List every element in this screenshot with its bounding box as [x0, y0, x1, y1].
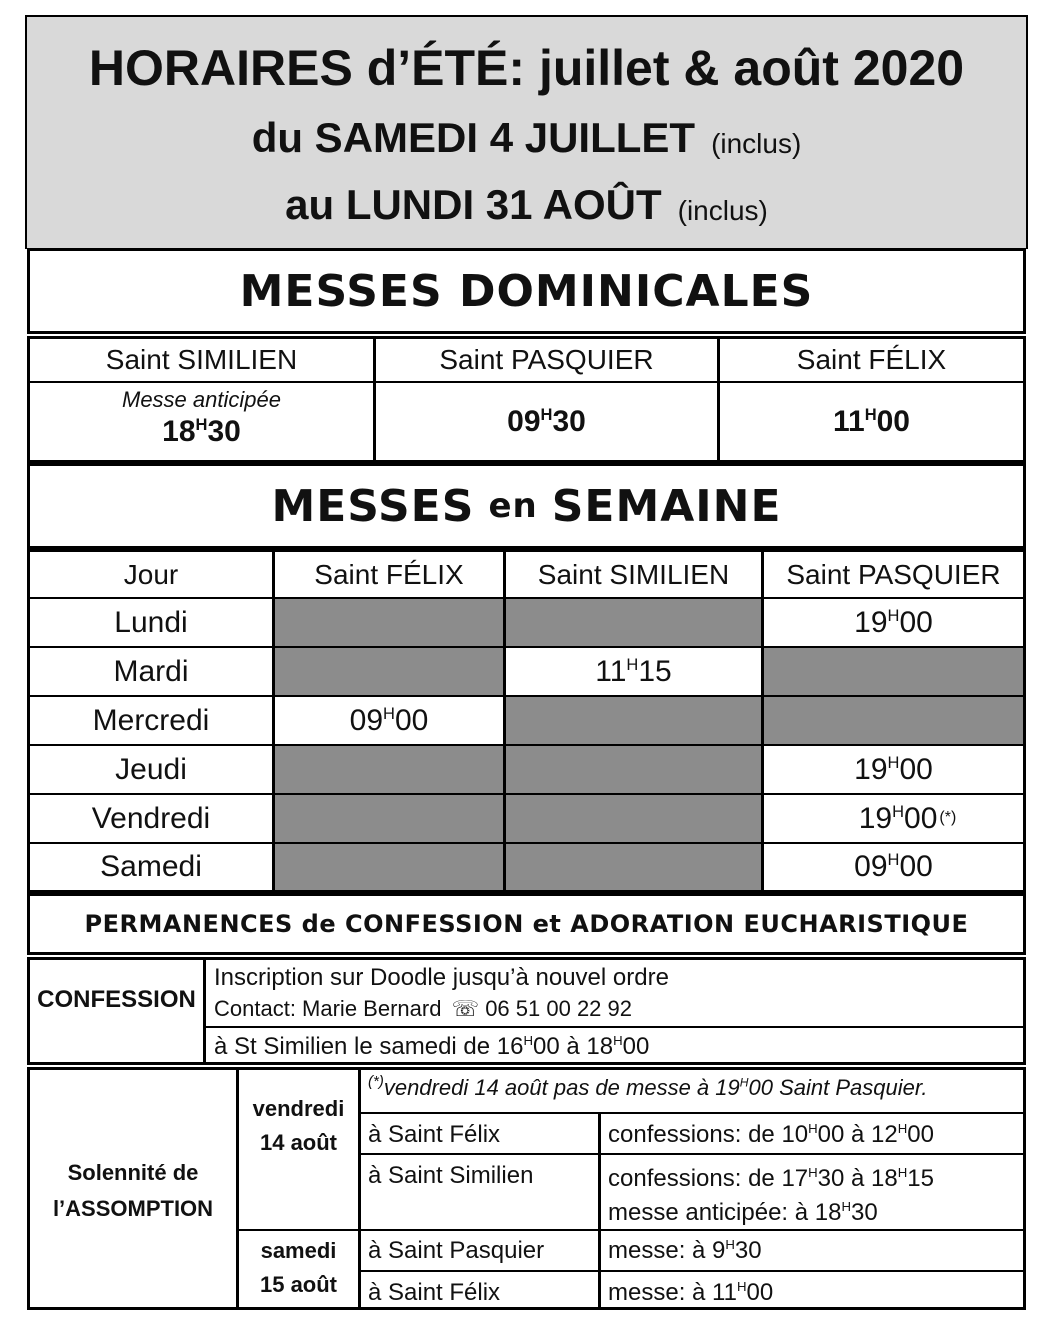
grey-lundi-similien	[506, 599, 764, 648]
grey-mercredi-pasquier	[764, 697, 1023, 746]
time-vendredi-pasquier: $19^H00$ (*)	[858, 801, 957, 835]
confession-label: CONFESSION	[37, 986, 196, 1013]
messe-anticipee-note: Messe anticipée	[122, 387, 281, 412]
week-title-c: SEMAINE	[551, 480, 782, 532]
date-from-note: (inclus)	[711, 128, 802, 159]
church-label: Saint FÉLIX	[796, 344, 947, 375]
sunday-pasquier-time: $09^H30$	[507, 404, 586, 438]
sunday-title	[27, 248, 1026, 334]
day-vendredi: Vendredi	[91, 801, 211, 835]
assomption-label: Solennité de l’ASSOMPTION	[52, 1160, 214, 1221]
day-vendredi-14: vendredi 14 août	[252, 1096, 345, 1155]
footnote-mark: (*)	[939, 808, 957, 826]
assomption-note: (*)vendredi 14 août pas de messe à $19^H00$ Saint Pasquier.	[368, 1073, 928, 1100]
sunday-title-text: MESSES DOMINICALES	[239, 265, 814, 317]
confession-similien: à St Similien le samedi de $16^H00$ à $18^H00$	[214, 1033, 650, 1060]
confession-contact: Contact: Marie Bernard ☏ 06 51 00 22 92	[214, 996, 632, 1021]
grey-jeudi-felix	[275, 746, 506, 795]
assomption-place-1: à Saint Félix	[368, 1121, 501, 1148]
church-label: Saint SIMILIEN	[105, 344, 298, 375]
sunday-felix-time: $11^H00$	[832, 404, 910, 438]
sunday-church-felix	[720, 339, 1023, 381]
week-title	[27, 463, 1026, 549]
header-date-to	[27, 179, 1026, 231]
header-title	[27, 39, 1026, 97]
sunday-church-similien	[30, 339, 373, 381]
day-mardi: Mardi	[113, 654, 189, 688]
day-samedi-15: samedi 15 août	[259, 1238, 338, 1297]
assomption-detail-4: messe: à $11^H00$	[608, 1279, 774, 1306]
date-from-text: du SAMEDI 4 JUILLET	[251, 114, 696, 161]
grey-lundi-felix	[275, 599, 506, 648]
date-to-text: au LUNDI 31 AOÛT	[285, 181, 662, 228]
phone-icon: ☏	[451, 996, 480, 1021]
time-mercredi-felix: $09^H00$	[349, 703, 429, 737]
confession-doodle: Inscription sur Doodle jusqu’à nouvel ordre	[214, 964, 669, 991]
week-title-b: en	[488, 486, 538, 526]
grey-vendredi-similien	[506, 795, 764, 844]
assomption-place-3: à Saint Pasquier	[368, 1237, 545, 1264]
confession-box	[27, 957, 1026, 1065]
week-header-similien: Saint SIMILIEN	[537, 558, 730, 590]
header-title-text: HORAIRES d’ÉTÉ: juillet & août 2020	[88, 40, 965, 96]
week-header-jour: Jour	[123, 558, 179, 590]
grey-mardi-pasquier	[764, 648, 1023, 697]
note-mark: (*)	[368, 1073, 384, 1090]
assomption-place-4: à Saint Félix	[368, 1279, 501, 1306]
day-samedi: Samedi	[100, 850, 202, 883]
grey-samedi-similien	[506, 844, 764, 890]
grey-mercredi-similien	[506, 697, 764, 746]
week-table	[27, 549, 1026, 893]
assomption-detail-3: messe: à $9^H30$	[608, 1237, 762, 1264]
header-date-from	[27, 112, 1026, 164]
assomption-detail-2: confessions: de $17^H30$ à $18^H15$ messe anticipée: à $18^H30$	[608, 1165, 934, 1226]
church-label: Saint PASQUIER	[439, 344, 654, 375]
time-samedi-pasquier: $09^H00$	[854, 850, 933, 883]
time-jeudi-pasquier: $19^H00$	[854, 752, 933, 786]
grey-jeudi-similien	[506, 746, 764, 795]
grey-samedi-felix	[275, 844, 506, 890]
time-lundi-pasquier: $19^H00$	[854, 605, 933, 639]
week-header-pasquier: Saint PASQUIER	[786, 558, 1001, 590]
permanences-title: PERMANENCES de CONFESSION et ADORATION EUCHARISTIQUE	[27, 893, 1026, 955]
grey-vendredi-felix	[275, 795, 506, 844]
date-to-note: (inclus)	[677, 195, 768, 226]
week-title-a: MESSES	[271, 480, 475, 532]
assomption-box	[27, 1067, 1026, 1310]
sunday-table	[27, 336, 1026, 463]
header-box	[25, 15, 1028, 249]
sunday-church-pasquier	[376, 339, 717, 381]
phone-number: 06 51 00 22 92	[479, 996, 632, 1021]
day-lundi: Lundi	[114, 605, 188, 639]
sunday-similien-time: $18^H30$	[162, 415, 241, 448]
assomption-detail-1: confessions: de $10^H00$ à $12^H00$	[608, 1121, 934, 1148]
week-header-felix: Saint FÉLIX	[314, 558, 464, 590]
time-mardi-similien: $11^H15$	[595, 654, 672, 688]
day-jeudi: Jeudi	[115, 752, 187, 786]
day-mercredi: Mercredi	[92, 703, 210, 737]
sunday-similien-cell	[30, 383, 373, 460]
grey-mardi-felix	[275, 648, 506, 697]
assomption-place-2: à Saint Similien	[368, 1162, 534, 1189]
